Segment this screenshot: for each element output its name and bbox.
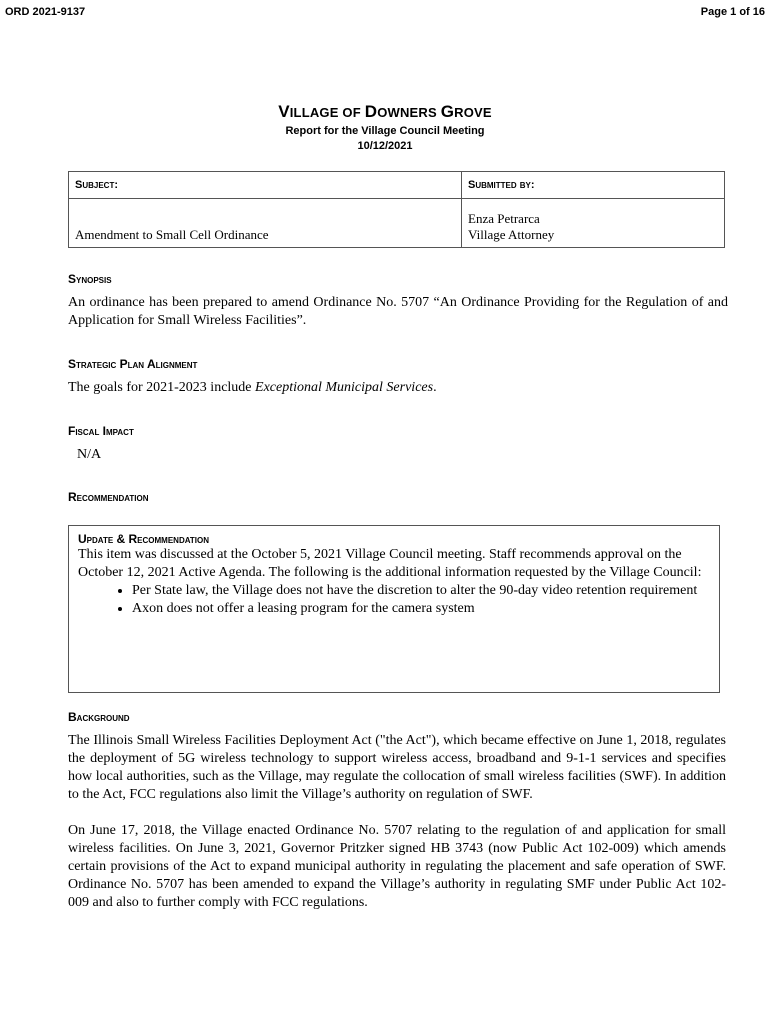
recommendation-heading: Recommendation [68,490,149,504]
fiscal-text: N/A [77,447,102,462]
subject-value: Amendment to Small Cell Ordinance [69,199,462,248]
document-title: VILLAGE OF DOWNERS GROVE [278,102,492,121]
subject-label: Subject: [69,172,462,199]
update-heading: Update & Recommendation [78,532,210,546]
submitter-name: Enza Petrarca [468,211,540,226]
ordinance-number: ORD 2021-9137 [5,6,86,18]
document-subtitle: Report for the Village Council Meeting [285,125,485,137]
submitter-cell [462,199,725,248]
update-text: This item was discussed at the October 5, 2021 Village Council meeting. Staff recommends approval on the October 12, 2021 Active Agenda. The following is the additional information requested by the Village Council: [78,547,702,580]
strategic-text: The goals for 2021-2023 include Exceptional Municipal Services. [68,380,437,395]
synopsis-text: An ordinance has been prepared to amend Ordinance No. 5707 “An Ordinance Providing for the Regulation of and Application for Small Wireless Facilities”. [68,295,728,328]
submitted-by-label: Submitted by: [462,172,725,199]
update-box [68,525,720,693]
title-block [0,102,770,152]
background-paragraph-2: On June 17, 2018, the Village enacted Ordinance No. 5707 relating to the regulation of and application for small wireless facilities. On June 3, 2021, Governor Pritzker signed HB 3743 (now Public Act 102-009) which amends certain provisions of the Act to expand municipal authority in regulating the placement and safe operation of SWF. Ordinance No. 5707 has been amended to expand the Village’s authority in regulating SMF under Public Act 102-009 and also to further comply with FCC regulations. [68,823,726,910]
background-section [68,710,726,912]
fiscal-section [68,424,728,464]
strategic-section [68,357,728,397]
synopsis-section [68,272,728,330]
list-item: • Per State law, the Village does not have the discretion to alter the 90-day video retention requirement [132,582,719,600]
background-heading: Background [68,710,130,724]
background-paragraph-1: The Illinois Small Wireless Facilities Deployment Act ("the Act"), which became effective on June 1, 2018, regulates the deployment of 5G wireless technology to support wireless access, broadband and 9-1-1 services and specifies how local authorities, such as the Village, may regulate the collocation of small wireless facilities (SWF). In addition to the Act, FCC regulations also limit the Village’s authority on regulation of SWF. [68,733,726,802]
recommendation-section [68,490,728,504]
strategic-heading: Strategic Plan Alignment [68,357,198,371]
subject-table [68,171,725,248]
synopsis-heading: Synopsis [68,272,112,286]
list-item: • Axon does not offer a leasing program for the camera system [132,600,719,618]
fiscal-heading: Fiscal Impact [68,424,134,438]
submitter-title: Village Attorney [468,227,555,242]
page-indicator: Page 1 of 16 [700,6,765,18]
meeting-date: 10/12/2021 [357,140,413,152]
update-bullets [78,582,719,618]
